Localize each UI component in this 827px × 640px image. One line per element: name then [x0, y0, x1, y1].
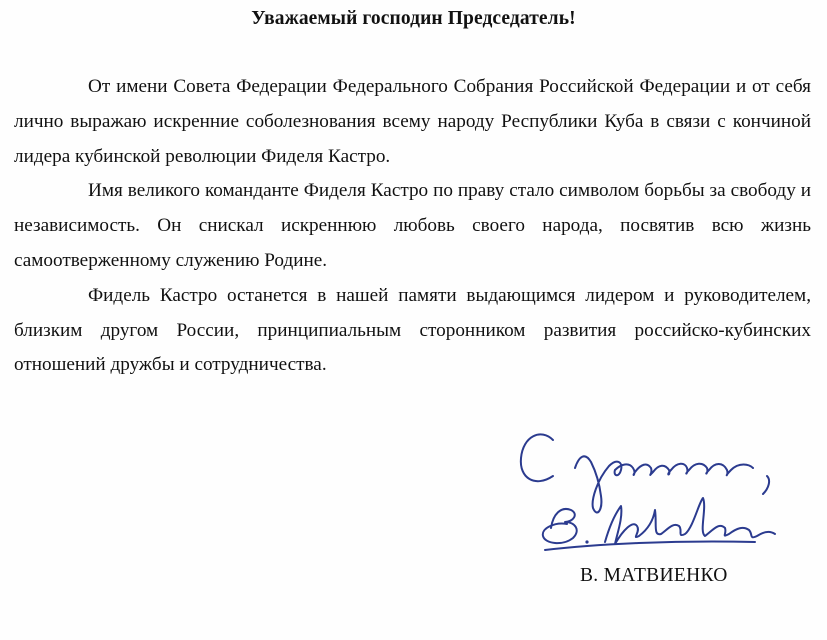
letter-greeting: Уважаемый господин Председатель!: [251, 8, 576, 29]
closing-comma-stroke: [763, 476, 769, 494]
handwritten-signature: [505, 418, 805, 563]
letter-paragraph: От имени Совета Федерации Федерального Собрания Российской Федерации и от себя лично выражаю искренние соболезнования всему народу Республики Куба в связи с кончиной лидера кубинской революции Фиделя Кастро.: [14, 76, 811, 167]
closing-word-stroke: [575, 456, 753, 512]
signature-dot: [585, 540, 588, 543]
signature-initial-stroke: [543, 509, 577, 543]
letter-body: [14, 70, 811, 383]
signature-surname-stroke: [605, 498, 775, 544]
letter-paragraph: Имя великого команданте Фиделя Кастро по праву стало символом борьбы за свободу и независимость. Он снискал искреннюю любовь своего народа, посвятив всю жизнь самоотверженному служению Родине.: [14, 180, 811, 271]
letter-paragraph: Фидель Кастро останется в нашей памяти выдающимся лидером и руководителем, близким другом России, принципиальным сторонником развития российско-кубинских отношений дружбы и сотрудничества.: [14, 284, 811, 376]
closing-letter-stroke: [521, 434, 553, 481]
signature-underline-stroke: [545, 541, 755, 550]
signer-name: В. МАТВИЕНКО: [580, 565, 728, 586]
signature-drawing: [505, 418, 805, 563]
